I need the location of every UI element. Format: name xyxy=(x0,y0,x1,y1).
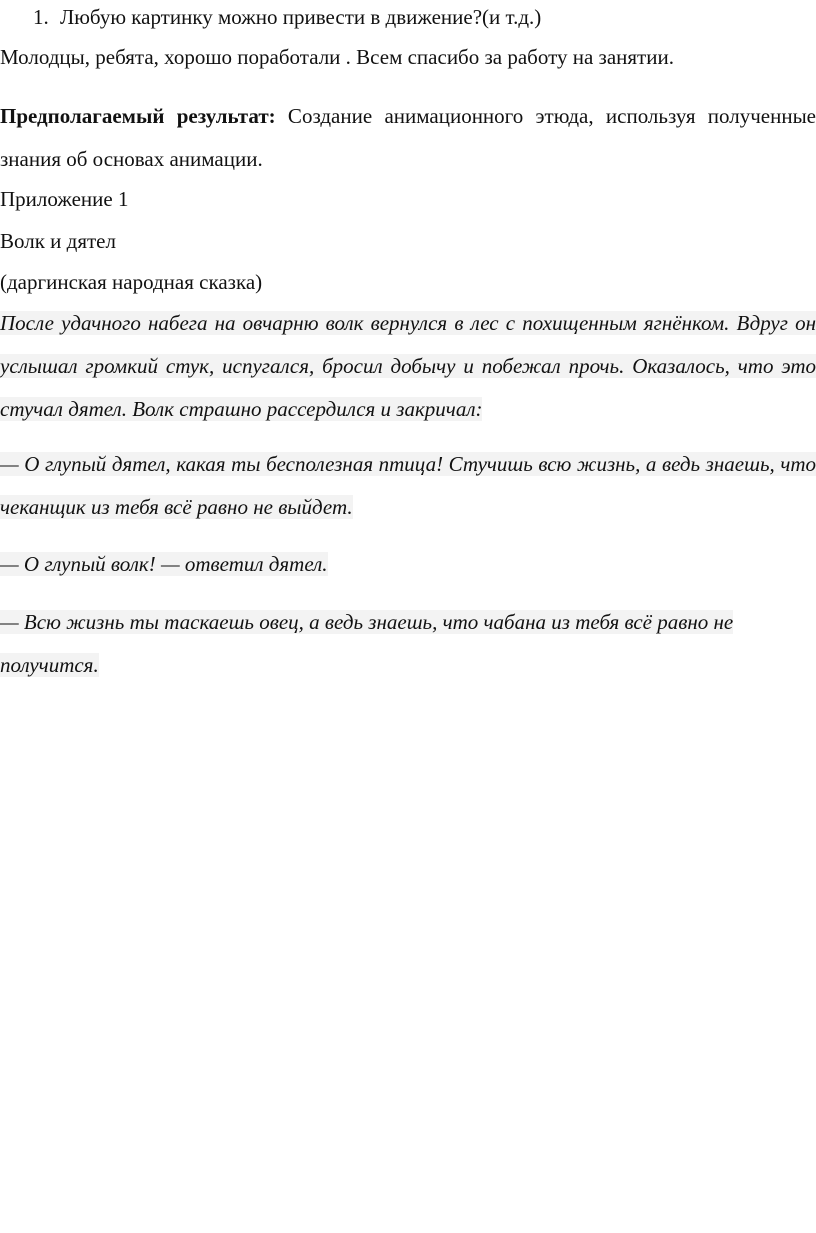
tale-subtitle: (даргинская народная сказка) xyxy=(0,270,263,294)
tale-dialogue-woodpecker-reply xyxy=(0,601,816,687)
list-item-number: 1. xyxy=(33,5,49,29)
tale-dialogue-text: — Всю жизнь ты таскаешь овец, а ведь знаешь, что чабана из тебя всё равно не получится. xyxy=(0,610,734,677)
expected-result-paragraph xyxy=(0,95,816,181)
expected-result-label: Предполагаемый результат: xyxy=(0,104,276,128)
tale-dialogue-text: — О глупый волк! — ответил дятел. xyxy=(0,552,328,576)
tale-dialogue-woodpecker-insult xyxy=(0,443,816,529)
tale-dialogue-text: — О глупый дятел, какая ты бесполезная птица! Стучишь всю жизнь, а ведь знаешь, что чеканщик из тебя всё равно не выйдет. xyxy=(0,452,816,519)
tale-paragraph xyxy=(0,302,816,431)
appendix-heading: Приложение 1 xyxy=(0,187,129,211)
tale-paragraph-text: После удачного набега на овчарню волк вернулся в лес с похищенным ягнёнком. Вдруг он услышал громкий стук, испугался, бросил добычу и побежал прочь. Оказалось, что это стучал дятел. Волк страшно рассердился и закричал: xyxy=(0,311,816,421)
list-item xyxy=(33,4,541,30)
thanks-paragraph: Молодцы, ребята, хорошо поработали . Всем спасибо за работу на занятии. xyxy=(0,45,674,69)
tale-dialogue-wolf-insult xyxy=(0,543,816,586)
list-item-text: Любую картинку можно привести в движение?(и т.д.) xyxy=(60,5,542,29)
tale-title: Волк и дятел xyxy=(0,229,116,253)
expected-result-text: Создание анимационного этюда, используя полученные знания об основах анимации. xyxy=(0,104,816,171)
